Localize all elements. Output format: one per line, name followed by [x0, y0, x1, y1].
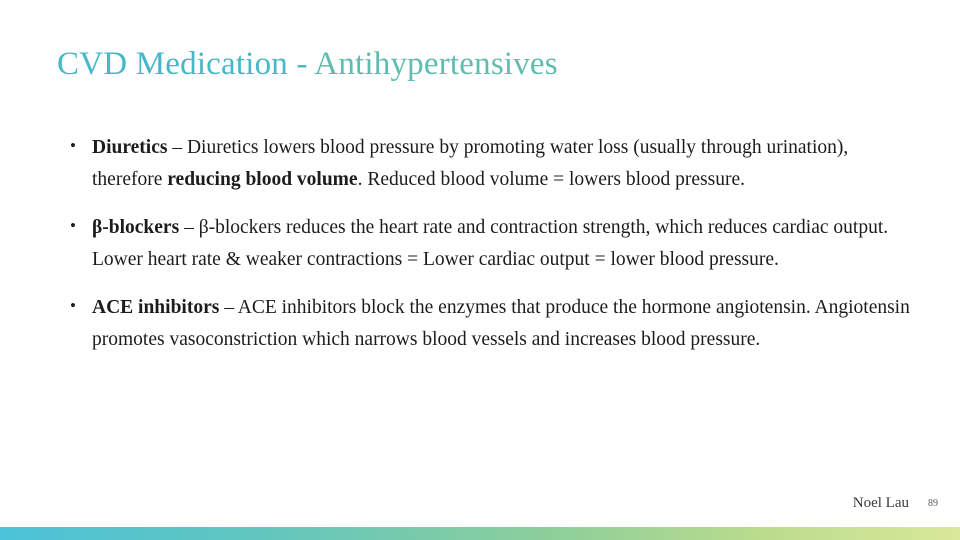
- bottom-accent-bar: [0, 527, 960, 540]
- list-item-dash: –: [179, 217, 199, 239]
- bullet-marker-icon: •: [70, 136, 76, 155]
- list-item-body-before: β-blockers reduces the heart rate and contraction strength, which reduces cardiac output. Lower heart rate & weaker contractions = Lower cardiac output = lower blood pressure.: [92, 217, 889, 270]
- list-item: [62, 212, 912, 275]
- list-item-body-before: Diuretics lowers blood pressure by promoting water loss (usually through urination), therefore: [92, 137, 849, 190]
- list-item-term: ACE inhibitors: [92, 297, 220, 319]
- list-item: [62, 292, 912, 355]
- list-item-text: [92, 217, 888, 270]
- page-title: [57, 45, 558, 85]
- list-item-emphasis: reducing blood volume: [167, 168, 358, 190]
- page-title-primary: CVD Medication: [57, 46, 289, 82]
- list-item-body-after: . Reduced blood volume = lowers blood pressure.: [357, 168, 745, 190]
- bullet-marker-icon: •: [70, 216, 76, 236]
- bullet-list: [62, 132, 912, 355]
- list-item: [62, 132, 912, 195]
- bullet-marker-icon: •: [70, 296, 76, 316]
- list-item-term: Diuretics: [92, 137, 168, 158]
- list-item-text: [92, 137, 848, 190]
- page-title-separator: -: [288, 46, 315, 82]
- page-title-secondary: Antihypertensives: [314, 46, 558, 82]
- list-item-term: β-blockers: [92, 217, 180, 239]
- list-item-dash: –: [167, 137, 187, 158]
- footer-author: Noel Lau: [852, 495, 909, 511]
- list-item-text: [92, 297, 910, 350]
- page-number: 89: [928, 498, 938, 509]
- list-item-dash: –: [219, 297, 238, 319]
- list-item-body-before: ACE inhibitors block the enzymes that produce the hormone angiotensin. Angiotensin promotes vasoconstriction which narrows blood vessels and increases blood pressure.: [92, 297, 910, 350]
